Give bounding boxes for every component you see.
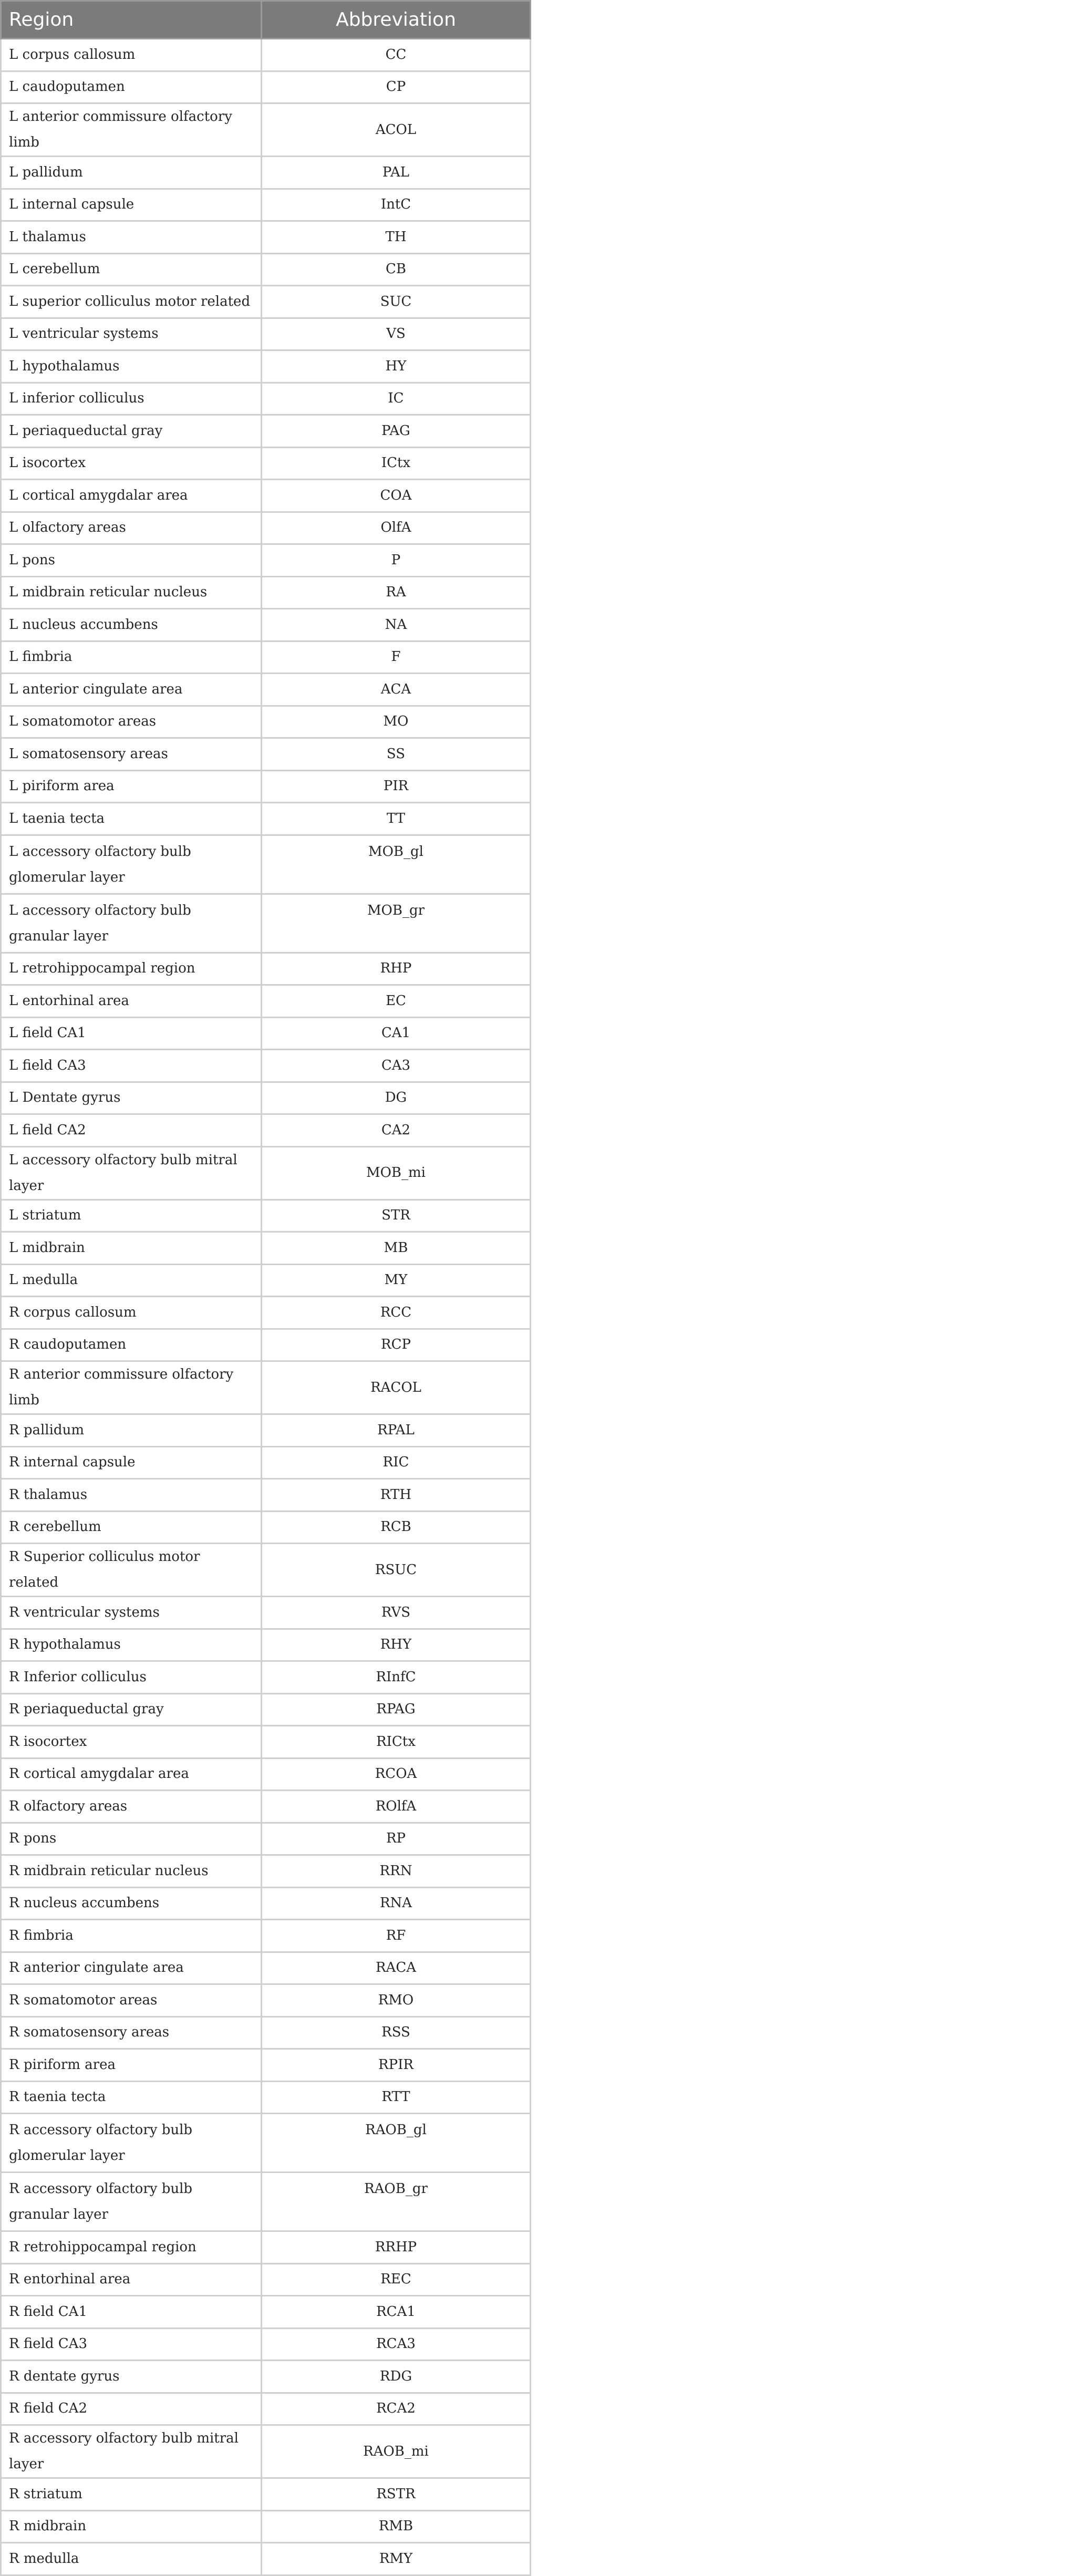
abbreviation-cell: TT (262, 803, 531, 835)
region-cell: L caudoputamen (1, 71, 262, 104)
table-row (1, 1823, 531, 1855)
abbreviation-cell: RA (262, 576, 531, 609)
abbreviation-cell: SUC (262, 286, 531, 318)
region-cell: R periaqueductal gray (1, 1693, 262, 1726)
table-row (1, 2016, 531, 2049)
abbreviation-cell: DG (262, 1082, 531, 1114)
table-row (1, 2393, 531, 2425)
abbreviation-cell: RNA (262, 1887, 531, 1920)
table-row (1, 1199, 531, 1232)
region-cell: L taenia tecta (1, 803, 262, 835)
region-cell: R internal capsule (1, 1446, 262, 1479)
table-row (1, 1544, 531, 1597)
abbreviation-cell: RMB (262, 2510, 531, 2543)
region-cell: L cerebellum (1, 253, 262, 286)
abbreviation-cell: RVS (262, 1597, 531, 1629)
abbreviation-cell: P (262, 544, 531, 577)
table-row (1, 609, 531, 642)
region-cell: R taenia tecta (1, 2081, 262, 2114)
table-header (1, 1, 531, 39)
table-row (1, 1661, 531, 1694)
region-cell: L internal capsule (1, 189, 262, 221)
abbreviation-cell: VS (262, 318, 531, 350)
abbreviation-cell: COA (262, 480, 531, 512)
abbreviation-cell: RSTR (262, 2478, 531, 2511)
region-abbreviation-table (0, 0, 531, 2576)
table-row (1, 1920, 531, 1952)
region-cell: L midbrain reticular nucleus (1, 576, 262, 609)
region-cell: L field CA2 (1, 1114, 262, 1147)
abbreviation-cell: RMO (262, 1984, 531, 2017)
region-cell: L hypothalamus (1, 350, 262, 383)
abbreviation-cell: RPAL (262, 1414, 531, 1447)
abbreviation-cell: RSS (262, 2016, 531, 2049)
abbreviation-cell: RACA (262, 1952, 531, 1984)
table-row (1, 1329, 531, 1361)
abbreviation-cell: RCOA (262, 1758, 531, 1791)
abbreviation-cell: RInfC (262, 1661, 531, 1694)
table-row (1, 1629, 531, 1661)
region-cell: R Inferior colliculus (1, 1661, 262, 1694)
region-cell: L isocortex (1, 447, 262, 480)
region-cell: R Superior colliculus motor related (1, 1544, 262, 1597)
abbreviation-cell: CC (262, 39, 531, 71)
abbreviation-cell: RSUC (262, 1544, 531, 1597)
table-row (1, 1297, 531, 1329)
abbreviation-cell: OlfA (262, 512, 531, 544)
region-cell: L corpus callosum (1, 39, 262, 71)
region-cell: R field CA3 (1, 2328, 262, 2361)
region-cell: R medulla (1, 2543, 262, 2575)
region-cell: R pallidum (1, 1414, 262, 1447)
table-row (1, 641, 531, 674)
region-cell: R hypothalamus (1, 1629, 262, 1661)
region-cell: R midbrain (1, 2510, 262, 2543)
table-row (1, 1414, 531, 1447)
table-row (1, 1952, 531, 1984)
table-row (1, 1984, 531, 2017)
region-cell: R accessory olfactory bulb mitral layer (1, 2425, 262, 2478)
abbreviation-cell: RRN (262, 1855, 531, 1888)
table-row (1, 738, 531, 771)
table-row (1, 2425, 531, 2478)
table-row (1, 2231, 531, 2264)
table-row (1, 1146, 531, 1199)
region-cell: R caudoputamen (1, 1329, 262, 1361)
table-row (1, 803, 531, 835)
region-cell: R isocortex (1, 1726, 262, 1758)
table-row (1, 2049, 531, 2082)
table-row (1, 1726, 531, 1758)
region-cell: L pallidum (1, 157, 262, 189)
table-row (1, 71, 531, 104)
region-cell: R anterior cingulate area (1, 1952, 262, 1984)
abbreviation-cell: IntC (262, 189, 531, 221)
region-cell: R cerebellum (1, 1511, 262, 1544)
abbreviation-cell: RP (262, 1823, 531, 1855)
region-cell: R olfactory areas (1, 1791, 262, 1823)
table-row (1, 544, 531, 577)
table-row (1, 1050, 531, 1082)
region-cell: R dentate gyrus (1, 2361, 262, 2393)
region-cell: L cortical amygdalar area (1, 480, 262, 512)
abbreviation-cell: EC (262, 985, 531, 1018)
abbreviation-cell: PIR (262, 770, 531, 803)
region-cell: R entorhinal area (1, 2263, 262, 2296)
region-cell: L accessory olfactory bulb glomerular layer (1, 835, 262, 894)
region-cell: R cortical amygdalar area (1, 1758, 262, 1791)
table-row (1, 674, 531, 706)
region-cell: R pons (1, 1823, 262, 1855)
abbreviation-cell: RHP (262, 953, 531, 985)
table-row (1, 2361, 531, 2393)
table-row (1, 985, 531, 1018)
abbreviation-cell: ROlfA (262, 1791, 531, 1823)
table-row (1, 1597, 531, 1629)
abbreviation-column-header: Abbreviation (262, 1, 531, 39)
region-cell: R retrohippocampal region (1, 2231, 262, 2264)
region-cell: R midbrain reticular nucleus (1, 1855, 262, 1888)
region-cell: L entorhinal area (1, 985, 262, 1018)
region-cell: L thalamus (1, 221, 262, 254)
abbreviation-cell: MY (262, 1264, 531, 1297)
abbreviation-cell: RHY (262, 1629, 531, 1661)
table-row (1, 706, 531, 738)
table-row (1, 382, 531, 415)
region-cell: L medulla (1, 1264, 262, 1297)
abbreviation-cell: RICtx (262, 1726, 531, 1758)
table-row (1, 1232, 531, 1265)
abbreviation-cell: RAOB_gl (262, 2114, 531, 2172)
region-column-header: Region (1, 1, 262, 39)
table-row (1, 770, 531, 803)
abbreviation-cell: ACA (262, 674, 531, 706)
abbreviation-cell: RF (262, 1920, 531, 1952)
region-cell: L field CA1 (1, 1017, 262, 1050)
abbreviation-cell: SS (262, 738, 531, 771)
table-row (1, 1511, 531, 1544)
table-row (1, 1758, 531, 1791)
table-row (1, 1017, 531, 1050)
table-row (1, 2510, 531, 2543)
table-row (1, 157, 531, 189)
abbreviation-cell: RPIR (262, 2049, 531, 2082)
table-row (1, 480, 531, 512)
region-cell: L retrohippocampal region (1, 953, 262, 985)
abbreviation-cell: MO (262, 706, 531, 738)
table-row (1, 1082, 531, 1114)
region-cell: L Dentate gyrus (1, 1082, 262, 1114)
table-row (1, 1264, 531, 1297)
abbreviation-cell: NA (262, 609, 531, 642)
abbreviation-cell: IC (262, 382, 531, 415)
table-row (1, 253, 531, 286)
abbreviation-cell: RCC (262, 1297, 531, 1329)
table-row (1, 576, 531, 609)
region-cell: R anterior commissure olfactory limb (1, 1361, 262, 1414)
region-cell: R piriform area (1, 2049, 262, 2082)
region-cell: L somatomotor areas (1, 706, 262, 738)
region-cell: R field CA2 (1, 2393, 262, 2425)
table-row (1, 2296, 531, 2329)
region-cell: R nucleus accumbens (1, 1887, 262, 1920)
abbreviation-cell: PAL (262, 157, 531, 189)
table-row (1, 104, 531, 157)
abbreviation-cell: RCA1 (262, 2296, 531, 2329)
region-cell: L accessory olfactory bulb granular layer (1, 894, 262, 953)
table-row (1, 1887, 531, 1920)
abbreviation-cell: RCA2 (262, 2393, 531, 2425)
table-row (1, 2543, 531, 2575)
region-cell: R fimbria (1, 1920, 262, 1952)
table-row (1, 1479, 531, 1512)
region-abbreviation-table-container (0, 0, 530, 2576)
abbreviation-cell: MOB_gr (262, 894, 531, 953)
table-row (1, 894, 531, 953)
table-body (1, 39, 531, 2575)
region-cell: L pons (1, 544, 262, 577)
region-cell: L accessory olfactory bulb mitral layer (1, 1146, 262, 1199)
abbreviation-cell: RTT (262, 2081, 531, 2114)
abbreviation-cell: RAOB_mi (262, 2425, 531, 2478)
abbreviation-cell: RMY (262, 2543, 531, 2575)
table-row (1, 1693, 531, 1726)
table-row (1, 350, 531, 383)
table-row (1, 953, 531, 985)
abbreviation-cell: RCP (262, 1329, 531, 1361)
region-cell: R field CA1 (1, 2296, 262, 2329)
region-cell: R accessory olfactory bulb granular layer (1, 2172, 262, 2231)
table-row (1, 512, 531, 544)
abbreviation-cell: CB (262, 253, 531, 286)
abbreviation-cell: ICtx (262, 447, 531, 480)
header-row (1, 1, 531, 39)
region-cell: R striatum (1, 2478, 262, 2511)
region-cell: L nucleus accumbens (1, 609, 262, 642)
table-row (1, 1361, 531, 1414)
table-row (1, 2328, 531, 2361)
abbreviation-cell: RCA3 (262, 2328, 531, 2361)
table-row (1, 1791, 531, 1823)
abbreviation-cell: CA3 (262, 1050, 531, 1082)
table-row (1, 318, 531, 350)
abbreviation-cell: CP (262, 71, 531, 104)
abbreviation-cell: TH (262, 221, 531, 254)
table-row (1, 39, 531, 71)
region-cell: L olfactory areas (1, 512, 262, 544)
table-row (1, 2114, 531, 2172)
region-cell: L anterior commissure olfactory limb (1, 104, 262, 157)
region-cell: L superior colliculus motor related (1, 286, 262, 318)
table-row (1, 1114, 531, 1147)
table-row (1, 221, 531, 254)
region-cell: R ventricular systems (1, 1597, 262, 1629)
abbreviation-cell: REC (262, 2263, 531, 2296)
table-row (1, 286, 531, 318)
region-cell: R corpus callosum (1, 1297, 262, 1329)
abbreviation-cell: ACOL (262, 104, 531, 157)
region-cell: R accessory olfactory bulb glomerular layer (1, 2114, 262, 2172)
region-cell: R thalamus (1, 1479, 262, 1512)
abbreviation-cell: RAOB_gr (262, 2172, 531, 2231)
abbreviation-cell: MOB_gl (262, 835, 531, 894)
table-row (1, 447, 531, 480)
region-cell: L midbrain (1, 1232, 262, 1265)
region-cell: L striatum (1, 1199, 262, 1232)
table-row (1, 835, 531, 894)
region-cell: L piriform area (1, 770, 262, 803)
region-cell: L anterior cingulate area (1, 674, 262, 706)
table-row (1, 2081, 531, 2114)
region-cell: R somatomotor areas (1, 1984, 262, 2017)
table-row (1, 2263, 531, 2296)
region-cell: L fimbria (1, 641, 262, 674)
region-cell: L inferior colliculus (1, 382, 262, 415)
abbreviation-cell: RCB (262, 1511, 531, 1544)
abbreviation-cell: MOB_mi (262, 1146, 531, 1199)
region-cell: L ventricular systems (1, 318, 262, 350)
abbreviation-cell: HY (262, 350, 531, 383)
abbreviation-cell: RACOL (262, 1361, 531, 1414)
abbreviation-cell: RIC (262, 1446, 531, 1479)
region-cell: L periaqueductal gray (1, 415, 262, 448)
abbreviation-cell: RRHP (262, 2231, 531, 2264)
table-row (1, 2478, 531, 2511)
abbreviation-cell: RDG (262, 2361, 531, 2393)
abbreviation-cell: PAG (262, 415, 531, 448)
region-cell: L field CA3 (1, 1050, 262, 1082)
table-row (1, 1855, 531, 1888)
table-row (1, 415, 531, 448)
region-cell: L somatosensory areas (1, 738, 262, 771)
table-row (1, 1446, 531, 1479)
abbreviation-cell: RTH (262, 1479, 531, 1512)
table-row (1, 189, 531, 221)
abbreviation-cell: MB (262, 1232, 531, 1265)
abbreviation-cell: CA2 (262, 1114, 531, 1147)
region-cell: R somatosensory areas (1, 2016, 262, 2049)
abbreviation-cell: CA1 (262, 1017, 531, 1050)
abbreviation-cell: STR (262, 1199, 531, 1232)
table-row (1, 2172, 531, 2231)
abbreviation-cell: RPAG (262, 1693, 531, 1726)
abbreviation-cell: F (262, 641, 531, 674)
